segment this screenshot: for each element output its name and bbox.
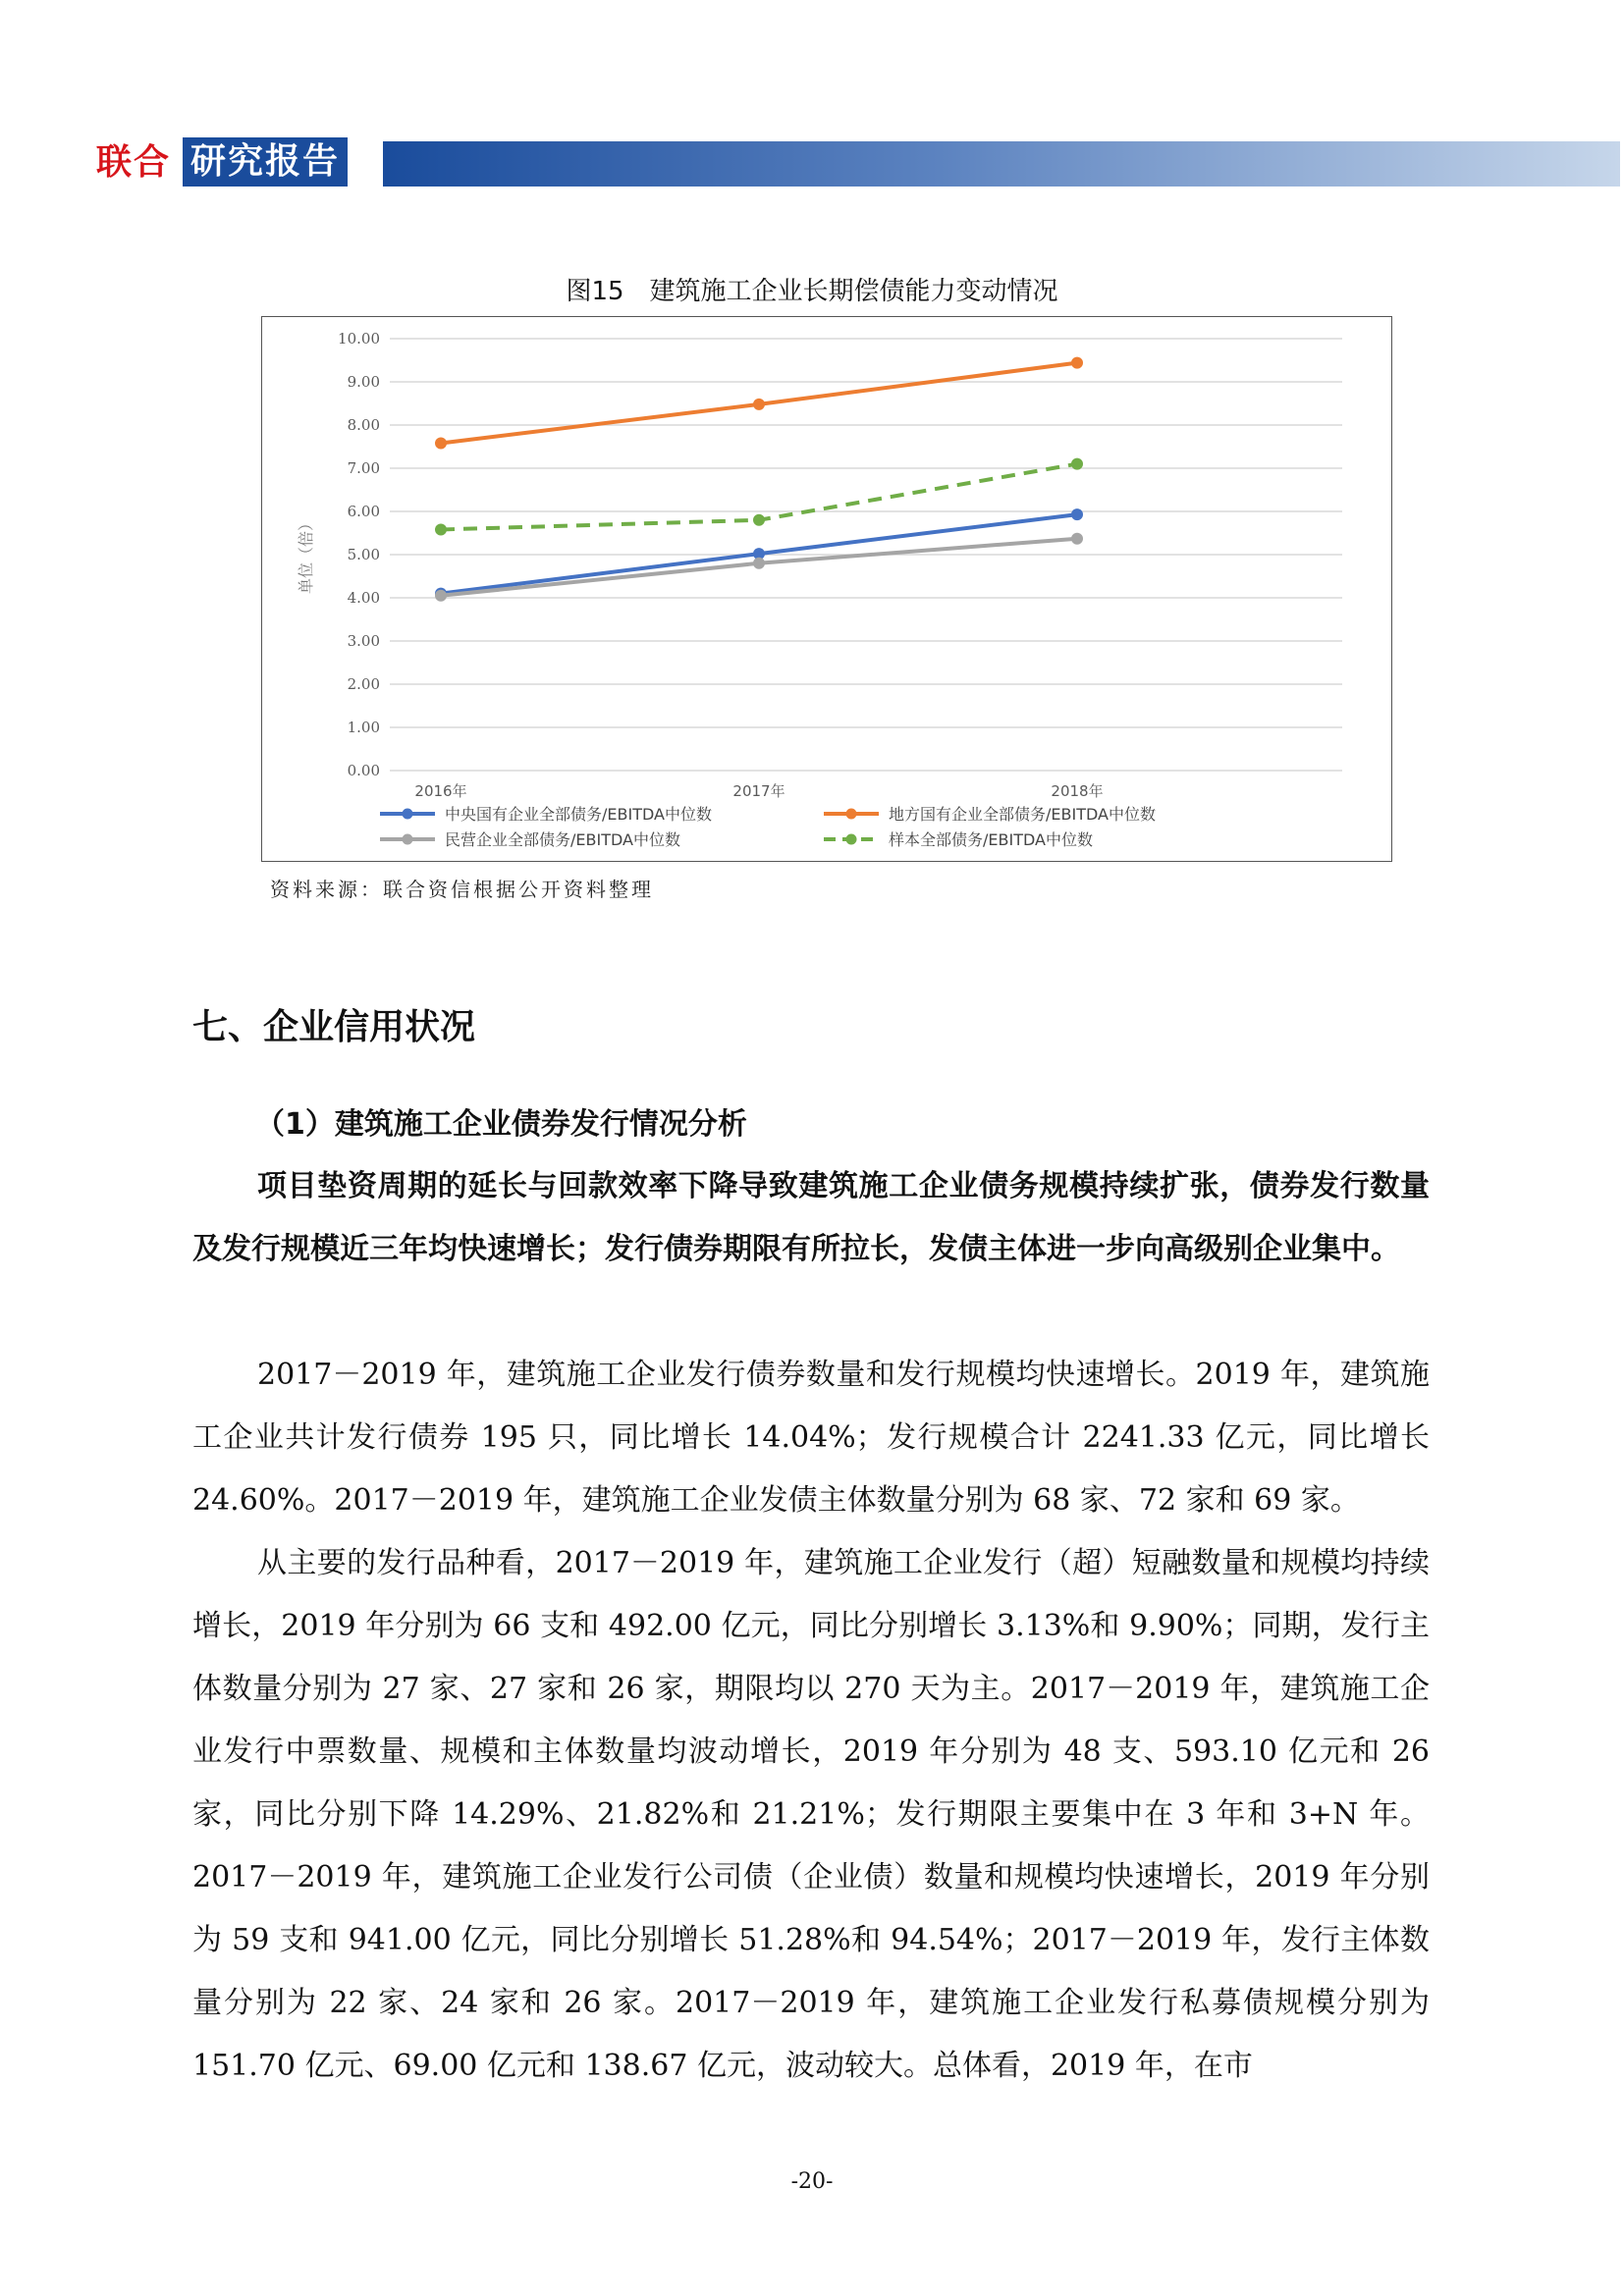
y-tick-label: 10.00 — [338, 330, 380, 347]
report-header — [96, 137, 1618, 188]
y-tick-label: 2.00 — [347, 675, 380, 693]
data-point — [753, 558, 765, 569]
data-point — [1071, 357, 1083, 369]
legend-marker — [403, 834, 413, 845]
figure-source: 资料来源：联合资信根据公开资料整理 — [270, 878, 654, 901]
line-chart — [262, 317, 1391, 861]
y-tick-label: 1.00 — [347, 719, 380, 736]
y-tick-label: 0.00 — [347, 762, 380, 779]
data-point — [753, 514, 765, 526]
legend-label: 民营企业全部债务/EBITDA中位数 — [445, 830, 680, 849]
legend-label: 样本全部债务/EBITDA中位数 — [889, 830, 1093, 849]
legend-marker — [846, 809, 857, 820]
header-gradient-bar — [383, 141, 1620, 187]
summary-paragraph: 项目垫资周期的延长与回款效率下降导致建筑施工企业债务规模持续扩张，债券发行数量及发行规模近三年均快速增长；发行债券期限有所拉长，发债主体进一步向高级别企业集中。 — [192, 1169, 1430, 1266]
legend-label: 中央国有企业全部债务/EBITDA中位数 — [445, 805, 712, 824]
data-point — [1071, 508, 1083, 520]
y-tick-label: 3.00 — [347, 632, 380, 650]
x-tick-label: 2016年 — [414, 782, 467, 800]
data-point — [435, 523, 447, 535]
y-axis-label: 单位（倍） — [297, 514, 315, 595]
body-paragraph-2: 从主要的发行品种看，2017－2019 年，建筑施工企业发行（超）短融数量和规模均持续增长，2019 年分别为 66 支和 492.00 亿元，同比分别增长 3.13%和 9.90%；同期，发行主体数量分别为 27 家、27 家和 26 家，期限均以 270 天为主。2017－2019 年，建筑施工企业发行中票数量、规模和主体数量均波动增长，2019 年分别为 48 支、593.10 亿元和 26 家，同比分别下降 14.29%、21.82%和 21.21%；发行期限主要集中在 3 年和 3+N 年。2017－2019 年，建筑施工企业发行公司债（企业债）数量和规模均快速增长，2019 年分别为 59 支和 941.00 亿元，同比分别增长 51.28%和 94.54%；2017－2019 年，发行主体数量分别为 22 家、24 家和 26 家。2017－2019 年，建筑施工企业发行私募债规模分别为 151.70 亿元、69.00 亿元和 138.67 亿元，波动较大。总体看，2019 年，在市 — [192, 1546, 1430, 2083]
y-tick-label: 5.00 — [347, 546, 380, 563]
y-tick-label: 8.00 — [347, 416, 380, 434]
chart-frame — [261, 316, 1392, 862]
y-tick-label: 9.00 — [347, 373, 380, 391]
x-tick-label: 2017年 — [732, 782, 785, 800]
data-point — [753, 399, 765, 410]
subsection-heading: （1）建筑施工企业债券发行情况分析 — [255, 1107, 747, 1142]
data-point — [1071, 533, 1083, 545]
figure-title: 图15 建筑施工企业长期偿债能力变动情况 — [566, 277, 1058, 306]
data-point — [435, 590, 447, 602]
x-tick-label: 2018年 — [1051, 782, 1104, 800]
y-tick-label: 4.00 — [347, 589, 380, 607]
y-tick-label: 6.00 — [347, 503, 380, 520]
brand-subtitle: 研究报告 — [183, 137, 348, 187]
brand-name: 联合 — [96, 142, 172, 183]
section-heading: 七、企业信用状况 — [192, 1007, 476, 1047]
legend-marker — [846, 834, 857, 845]
page-number: -20- — [790, 2169, 834, 2194]
data-point — [435, 437, 447, 449]
data-point — [1071, 458, 1083, 470]
y-tick-label: 7.00 — [347, 459, 380, 477]
legend-label: 地方国有企业全部债务/EBITDA中位数 — [889, 805, 1156, 824]
legend-marker — [403, 809, 413, 820]
body-paragraph-1: 2017－2019 年，建筑施工企业发行债券数量和发行规模均快速增长。2019 年，建筑施工企业共计发行债券 195 只，同比增长 14.04%；发行规模合计 2241.33 亿元，同比增长 24.60%。2017－2019 年，建筑施工企业发债主体数量分别为 68 家、72 家和 69 家。 — [192, 1358, 1430, 1518]
